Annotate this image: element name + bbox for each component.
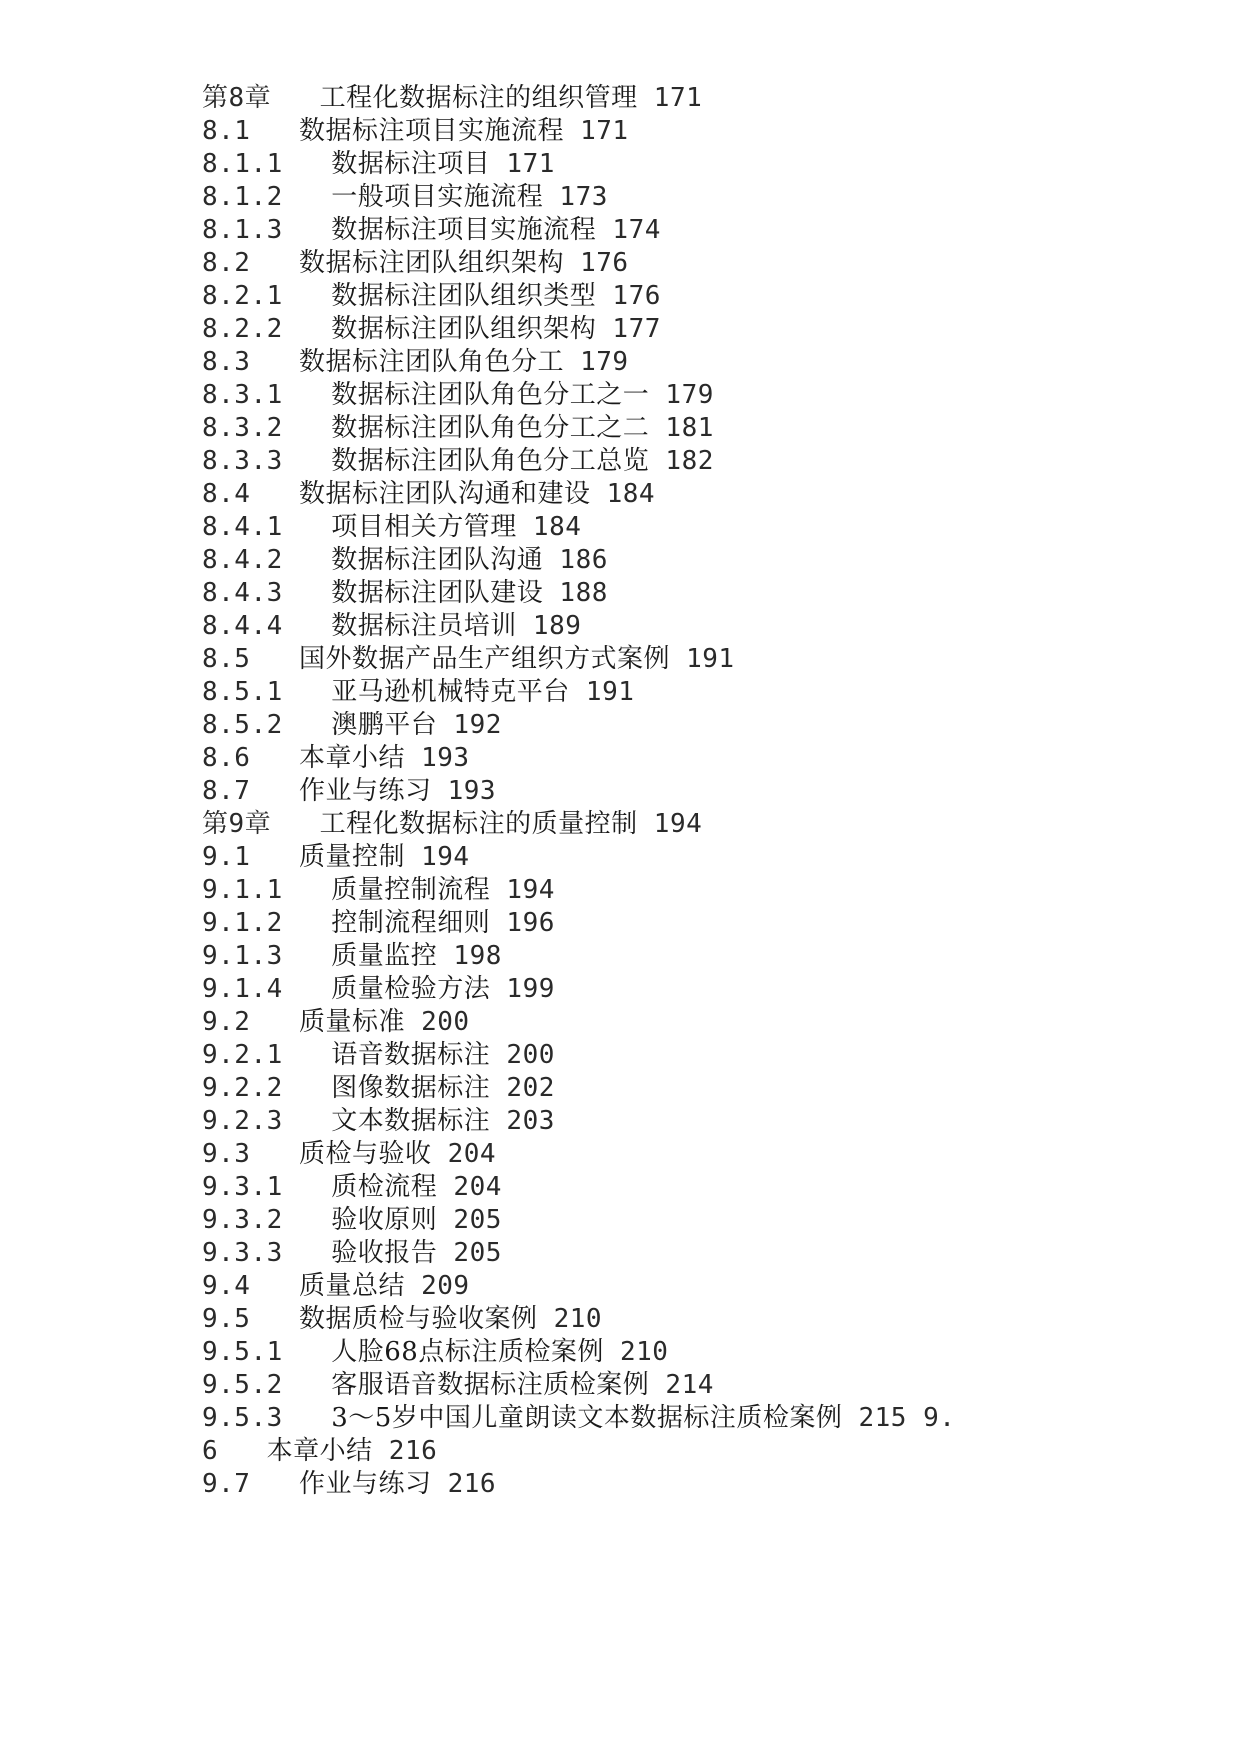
toc-entry-page: 181 bbox=[665, 413, 714, 443]
toc-entry-page: 194 bbox=[506, 875, 555, 905]
toc-entry bbox=[202, 115, 1202, 148]
toc-entry bbox=[202, 874, 1202, 907]
toc-entry-number: 8.1.3 bbox=[202, 215, 283, 245]
toc-entry bbox=[202, 610, 1202, 643]
toc-entry-number: 8.4.4 bbox=[202, 611, 283, 641]
toc-entry-title: 项目相关方管理 bbox=[331, 512, 517, 542]
toc-entry-page: 194 bbox=[421, 842, 470, 872]
toc-entry-title: 文本数据标注 bbox=[331, 1106, 491, 1136]
toc-entry-number: 8.4.3 bbox=[202, 578, 283, 608]
toc-entry-page: 194 bbox=[653, 809, 703, 839]
toc-entry bbox=[202, 412, 1202, 445]
toc-entry-number: 9.2.2 bbox=[202, 1073, 283, 1103]
toc-entry bbox=[202, 940, 1202, 973]
toc-entry bbox=[202, 1402, 1202, 1435]
toc-entry-page: 179 bbox=[665, 380, 714, 410]
toc-entry-number: 9.4 bbox=[202, 1271, 251, 1301]
toc-entry bbox=[202, 1270, 1202, 1303]
toc-entry-number: 9.3.3 bbox=[202, 1238, 283, 1268]
toc-entry-number: 9.5.1 bbox=[202, 1337, 283, 1367]
toc-entry-number: 第8章 bbox=[202, 83, 272, 113]
toc-entry bbox=[202, 445, 1202, 478]
toc-entry bbox=[202, 808, 1202, 841]
toc-entry bbox=[202, 742, 1202, 775]
toc-entry-page: 196 bbox=[506, 908, 555, 938]
toc-entry bbox=[202, 709, 1202, 742]
toc-entry-title: 数据标注团队角色分工之二 bbox=[331, 413, 650, 443]
toc-entry-number: 9.3 bbox=[202, 1139, 251, 1169]
toc-entry bbox=[202, 643, 1202, 676]
toc-entry-title: 验收报告 bbox=[331, 1238, 438, 1268]
toc-entry-title: 数据标注项目实施流程 bbox=[298, 116, 564, 146]
toc-entry-page: 198 bbox=[453, 941, 502, 971]
toc-entry-title: 数据标注团队组织架构 bbox=[331, 314, 597, 344]
toc-entry-title: 质量标准 bbox=[298, 1007, 405, 1037]
toc-entry-title: 质量监控 bbox=[331, 941, 438, 971]
toc-entry-page: 205 bbox=[453, 1205, 502, 1235]
toc-entry-title: 质量控制 bbox=[298, 842, 405, 872]
toc-entry-number: 8.5 bbox=[202, 644, 251, 674]
toc-entry bbox=[202, 1006, 1202, 1039]
toc-entry-title: 数据标注团队角色分工 bbox=[298, 347, 564, 377]
toc-entry-number: 8.2.2 bbox=[202, 314, 283, 344]
toc-entry-number: 8.3.2 bbox=[202, 413, 283, 443]
toc-entry bbox=[202, 1435, 1202, 1468]
toc-entry-title: 数据标注团队沟通和建设 bbox=[298, 479, 591, 509]
toc-entry-title: 数据质检与验收案例 bbox=[298, 1304, 538, 1334]
toc-entry-page: 204 bbox=[447, 1139, 497, 1169]
toc-entry-title: 数据标注团队组织架构 bbox=[298, 248, 564, 278]
toc-entry bbox=[202, 247, 1202, 280]
toc-entry-title: 数据标注团队角色分工之一 bbox=[331, 380, 650, 410]
toc-entry-title: 人脸68点标注质检案例 bbox=[331, 1337, 604, 1367]
toc-entry bbox=[202, 544, 1202, 577]
toc-entry-page: 171 bbox=[580, 116, 629, 146]
toc-entry-page: 199 bbox=[506, 974, 555, 1004]
toc-entry-page: 193 bbox=[447, 776, 497, 806]
toc-entry-number: 9.1.1 bbox=[202, 875, 283, 905]
toc-entry-number: 8.3.3 bbox=[202, 446, 283, 476]
toc-entry-number: 9.3.1 bbox=[202, 1172, 283, 1202]
toc-entry-title: 作业与练习 bbox=[298, 776, 432, 806]
toc-entry bbox=[202, 1204, 1202, 1237]
toc-entry-title: 工程化数据标注的组织管理 bbox=[319, 83, 638, 113]
toc-entry-title: 数据标注团队沟通 bbox=[331, 545, 544, 575]
toc-entry-number: 9.1.3 bbox=[202, 941, 283, 971]
toc-entry-title: 质量检验方法 bbox=[331, 974, 491, 1004]
toc-entry-page: 204 bbox=[453, 1172, 502, 1202]
toc-entry-title: 一般项目实施流程 bbox=[331, 182, 544, 212]
toc-entry-page: 216 bbox=[447, 1469, 497, 1499]
toc-entry-title: 质量总结 bbox=[298, 1271, 405, 1301]
toc-entry-page: 192 bbox=[453, 710, 502, 740]
toc-entry-number: 8.3.1 bbox=[202, 380, 283, 410]
toc-entry-title: 客服语音数据标注质检案例 bbox=[331, 1370, 650, 1400]
toc-entry-title: 语音数据标注 bbox=[331, 1040, 491, 1070]
toc-entry-title: 数据标注员培训 bbox=[331, 611, 517, 641]
toc-entry bbox=[202, 379, 1202, 412]
toc-entry-number: 8.4.1 bbox=[202, 512, 283, 542]
toc-entry-title: 澳鹏平台 bbox=[331, 710, 438, 740]
toc-entry-page: 210 bbox=[553, 1304, 603, 1334]
toc-entry-title: 本章小结 bbox=[298, 743, 405, 773]
toc-entry-page: 200 bbox=[506, 1040, 555, 1070]
toc-entry-page: 202 bbox=[506, 1073, 555, 1103]
toc-entry-number: 9.5.3 bbox=[202, 1403, 283, 1433]
toc-entry bbox=[202, 1336, 1202, 1369]
toc-entry-number: 9.1 bbox=[202, 842, 251, 872]
toc-entry-title: 数据标注团队角色分工总览 bbox=[331, 446, 650, 476]
toc-entry-page: 191 bbox=[585, 677, 635, 707]
toc-entry-title: 质量控制流程 bbox=[331, 875, 491, 905]
toc-entry bbox=[202, 907, 1202, 940]
toc-entry-number: 8.6 bbox=[202, 743, 251, 773]
toc-entry-number: 9.2 bbox=[202, 1007, 251, 1037]
toc-entry-title: 亚马逊机械特克平台 bbox=[331, 677, 570, 707]
toc-entry-number: 8.1.2 bbox=[202, 182, 283, 212]
toc-entry bbox=[202, 775, 1202, 808]
toc-entry-number: 9.2.3 bbox=[202, 1106, 283, 1136]
toc-entry-page: 205 bbox=[453, 1238, 502, 1268]
toc-entry bbox=[202, 346, 1202, 379]
toc-entry-page: 215 bbox=[858, 1403, 907, 1433]
toc-entry bbox=[202, 1237, 1202, 1270]
toc-entry-page: 184 bbox=[606, 479, 656, 509]
toc-entry bbox=[202, 181, 1202, 214]
toc-entry-overflow: 9. bbox=[923, 1403, 956, 1433]
toc-entry-page: 186 bbox=[559, 545, 608, 575]
toc-entry-number: 8.3 bbox=[202, 347, 251, 377]
toc-entry bbox=[202, 1171, 1202, 1204]
toc-entry-number: 8.1 bbox=[202, 116, 251, 146]
toc-entry-page: 209 bbox=[421, 1271, 470, 1301]
toc-entry bbox=[202, 82, 1202, 115]
toc-entry-page: 182 bbox=[665, 446, 714, 476]
toc-entry-number: 8.2.1 bbox=[202, 281, 283, 311]
toc-entry bbox=[202, 478, 1202, 511]
toc-entry-number: 9.2.1 bbox=[202, 1040, 283, 1070]
toc-entry-page: 174 bbox=[612, 215, 661, 245]
toc-entry-title: 数据标注项目实施流程 bbox=[331, 215, 597, 245]
toc-entry bbox=[202, 148, 1202, 181]
toc-entry bbox=[202, 1105, 1202, 1138]
toc-entry-number: 8.5.2 bbox=[202, 710, 283, 740]
toc-entry-title: 数据标注项目 bbox=[331, 149, 491, 179]
toc-entry-title: 3～5岁中国儿童朗读文本数据标注质检案例 bbox=[331, 1403, 843, 1433]
toc-entry-number: 6 bbox=[202, 1436, 219, 1466]
table-of-contents bbox=[202, 82, 1202, 1501]
toc-entry-title: 验收原则 bbox=[331, 1205, 438, 1235]
toc-entry-number: 9.7 bbox=[202, 1469, 251, 1499]
toc-entry-page: 210 bbox=[620, 1337, 669, 1367]
toc-entry-title: 质检与验收 bbox=[298, 1139, 432, 1169]
toc-entry-title: 作业与练习 bbox=[298, 1469, 432, 1499]
toc-entry-number: 第9章 bbox=[202, 809, 272, 839]
toc-entry-number: 8.4.2 bbox=[202, 545, 283, 575]
toc-entry-title: 国外数据产品生产组织方式案例 bbox=[298, 644, 670, 674]
toc-entry bbox=[202, 1303, 1202, 1336]
toc-entry-page: 188 bbox=[559, 578, 608, 608]
toc-entry-title: 数据标注团队建设 bbox=[331, 578, 544, 608]
toc-entry-page: 189 bbox=[532, 611, 582, 641]
toc-entry-number: 9.1.2 bbox=[202, 908, 283, 938]
toc-entry bbox=[202, 1039, 1202, 1072]
toc-entry-page: 200 bbox=[421, 1007, 470, 1037]
toc-entry-page: 191 bbox=[686, 644, 735, 674]
toc-entry-page: 179 bbox=[580, 347, 629, 377]
toc-entry-title: 工程化数据标注的质量控制 bbox=[319, 809, 638, 839]
toc-entry-page: 216 bbox=[388, 1436, 438, 1466]
toc-entry bbox=[202, 841, 1202, 874]
toc-entry-number: 9.1.4 bbox=[202, 974, 283, 1004]
toc-entry-page: 171 bbox=[653, 83, 703, 113]
toc-entry bbox=[202, 1072, 1202, 1105]
toc-entry bbox=[202, 313, 1202, 346]
toc-entry-page: 214 bbox=[665, 1370, 714, 1400]
toc-entry-number: 8.7 bbox=[202, 776, 251, 806]
toc-entry-page: 184 bbox=[532, 512, 582, 542]
toc-entry-page: 177 bbox=[612, 314, 661, 344]
toc-entry bbox=[202, 511, 1202, 544]
toc-entry-page: 203 bbox=[506, 1106, 555, 1136]
toc-entry-number: 9.3.2 bbox=[202, 1205, 283, 1235]
toc-entry-page: 176 bbox=[612, 281, 661, 311]
toc-entry-title: 数据标注团队组织类型 bbox=[331, 281, 597, 311]
toc-entry-title: 图像数据标注 bbox=[331, 1073, 491, 1103]
toc-entry-number: 8.2 bbox=[202, 248, 251, 278]
toc-entry-title: 质检流程 bbox=[331, 1172, 438, 1202]
toc-entry-page: 193 bbox=[421, 743, 470, 773]
toc-entry bbox=[202, 1369, 1202, 1402]
toc-entry-title: 控制流程细则 bbox=[331, 908, 491, 938]
toc-entry-number: 8.5.1 bbox=[202, 677, 283, 707]
toc-entry-number: 9.5 bbox=[202, 1304, 251, 1334]
toc-entry-title: 本章小结 bbox=[266, 1436, 373, 1466]
toc-entry-number: 9.5.2 bbox=[202, 1370, 283, 1400]
toc-entry-number: 8.1.1 bbox=[202, 149, 283, 179]
toc-entry-number: 8.4 bbox=[202, 479, 251, 509]
toc-entry bbox=[202, 1138, 1202, 1171]
toc-entry bbox=[202, 676, 1202, 709]
toc-entry bbox=[202, 214, 1202, 247]
toc-entry bbox=[202, 577, 1202, 610]
toc-entry bbox=[202, 1468, 1202, 1501]
toc-entry-page: 171 bbox=[506, 149, 555, 179]
toc-entry bbox=[202, 973, 1202, 1006]
toc-entry bbox=[202, 280, 1202, 313]
toc-entry-page: 173 bbox=[559, 182, 608, 212]
toc-entry-page: 176 bbox=[580, 248, 629, 278]
